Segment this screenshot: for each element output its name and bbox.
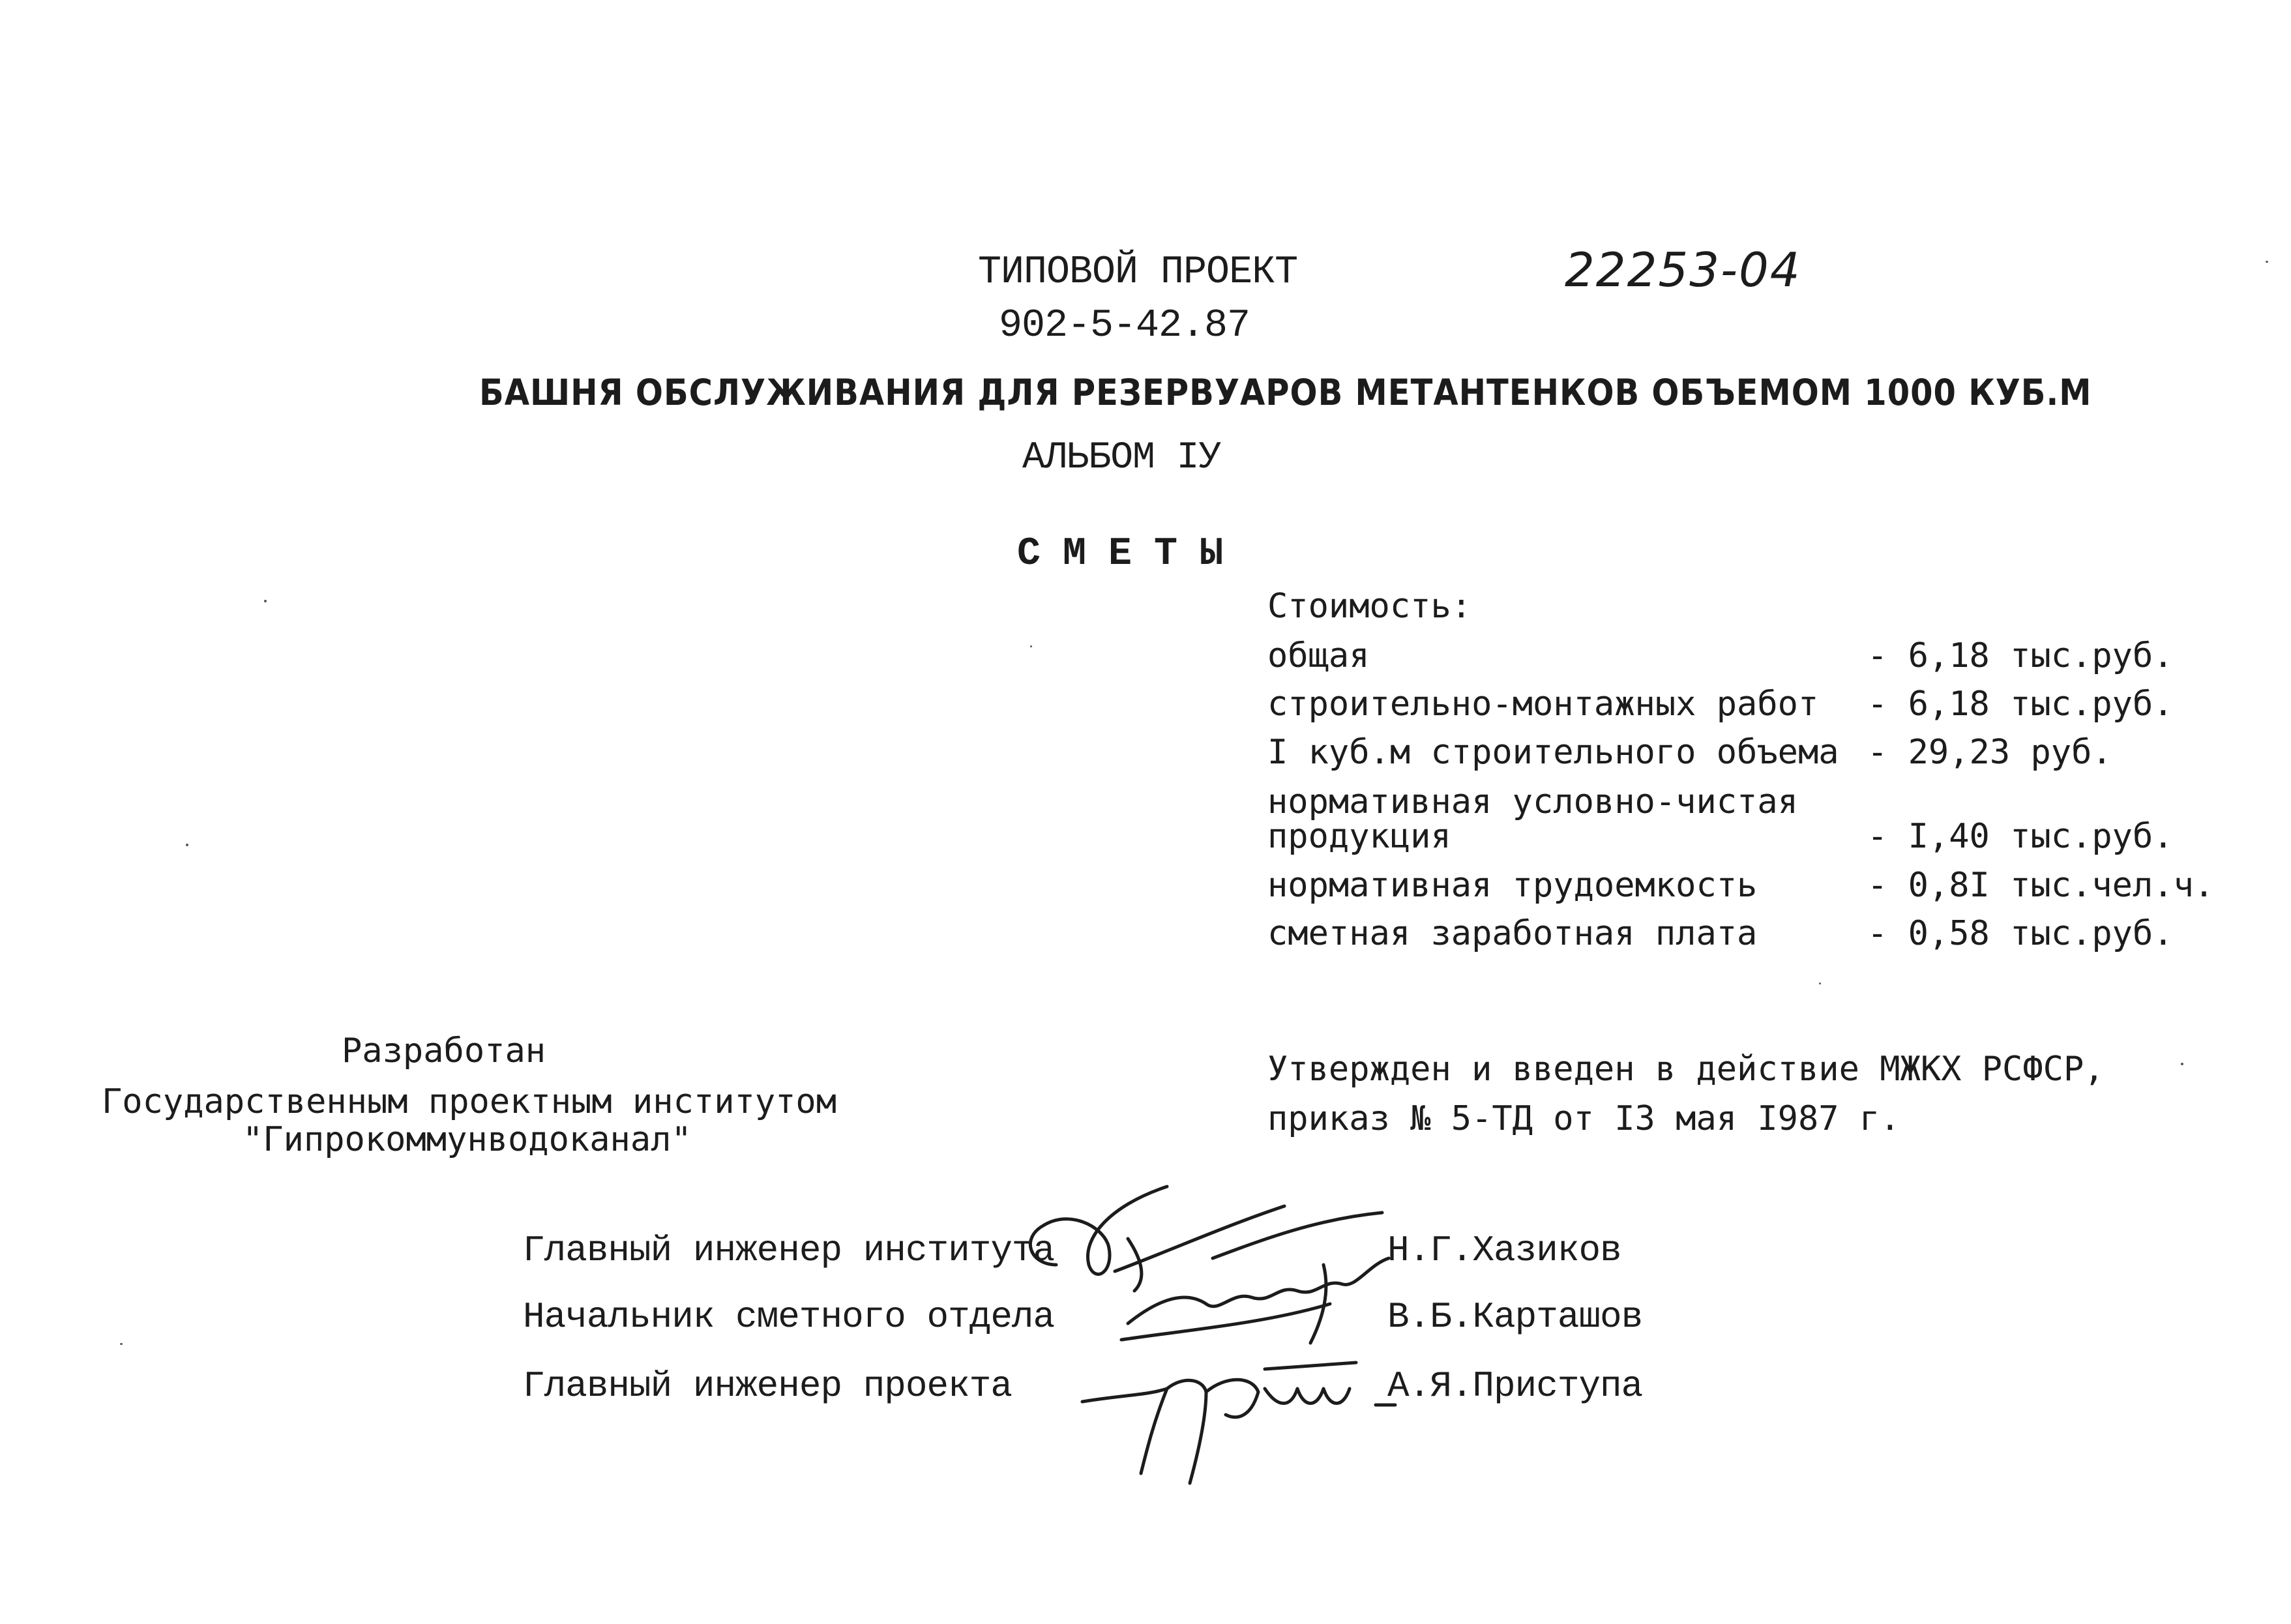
scan-speck xyxy=(186,844,188,846)
approval-order: приказ № 5-ТД от I3 мая I987 г. xyxy=(1267,1099,1900,1138)
cost-label: I куб.м строительного объема xyxy=(1267,733,1839,772)
handwritten-signature-2 xyxy=(1108,1252,1395,1356)
signature-name: Н.Г.Хазиков xyxy=(1387,1230,1621,1271)
project-label: ТИПОВОЙ ПРОЕКТ xyxy=(978,250,1298,295)
cost-value: - 6,18 тыс.руб. xyxy=(1867,685,2174,724)
scan-speck xyxy=(1030,645,1032,647)
cost-label: сметная заработная плата xyxy=(1267,914,1758,953)
cost-value: - I,40 тыс.руб. xyxy=(1867,817,2174,856)
developer-institute: Государственным проектным институтом xyxy=(102,1082,837,1121)
signature-role: Главный инженер института xyxy=(523,1230,1055,1271)
cost-label: нормативная трудоемкость xyxy=(1267,866,1758,905)
cost-label: строительно-монтажных работ xyxy=(1267,685,1819,724)
handwritten-signature-1 xyxy=(1017,1167,1421,1317)
scan-speck xyxy=(2181,1063,2183,1065)
scan-speck xyxy=(264,600,267,602)
cost-value: - 29,23 руб. xyxy=(1867,733,2112,772)
handwritten-signature-3 xyxy=(1069,1330,1434,1486)
document-title: БАШНЯ ОБСЛУЖИВАНИЯ ДЛЯ РЕЗЕРВУАРОВ МЕТАНТЕНКОВ ОБЪЕМОМ 1000 КУБ.М xyxy=(479,372,2092,413)
signature-name: В.Б.Карташов xyxy=(1387,1296,1643,1338)
scan-speck xyxy=(120,1343,123,1345)
cost-label: нормативная условно-чистая xyxy=(1267,782,1798,821)
cost-value: - 6,18 тыс.руб. xyxy=(1867,636,2174,675)
album-label: АЛЬБОМ IУ xyxy=(1022,437,1221,479)
signature-name: А.Я.Приступа xyxy=(1387,1365,1643,1407)
document-code: 22253-04 xyxy=(1565,243,1801,297)
developed-label: Разработан xyxy=(342,1031,546,1070)
signature-role: Начальник сметного отдела xyxy=(523,1296,1055,1338)
cost-value: - 0,58 тыс.руб. xyxy=(1867,914,2174,953)
cost-value: - 0,8I тыс.чел.ч. xyxy=(1867,866,2215,905)
developer-name: "Гипрокоммунводоканал" xyxy=(243,1120,692,1159)
section-title: С М Е Т Ы xyxy=(1017,532,1223,576)
cost-label-continued: продукция xyxy=(1267,817,1451,856)
cost-label: общая xyxy=(1267,636,1370,675)
approval-text: Утвержден и введен в действие МЖКХ РСФСР, xyxy=(1267,1050,2105,1089)
scan-speck xyxy=(2266,261,2268,263)
cost-heading: Стоимость: xyxy=(1267,587,1472,626)
signature-role: Главный инженер проекта xyxy=(523,1365,1012,1407)
scan-speck xyxy=(1819,982,1821,984)
project-number: 902-5-42.87 xyxy=(999,304,1250,348)
